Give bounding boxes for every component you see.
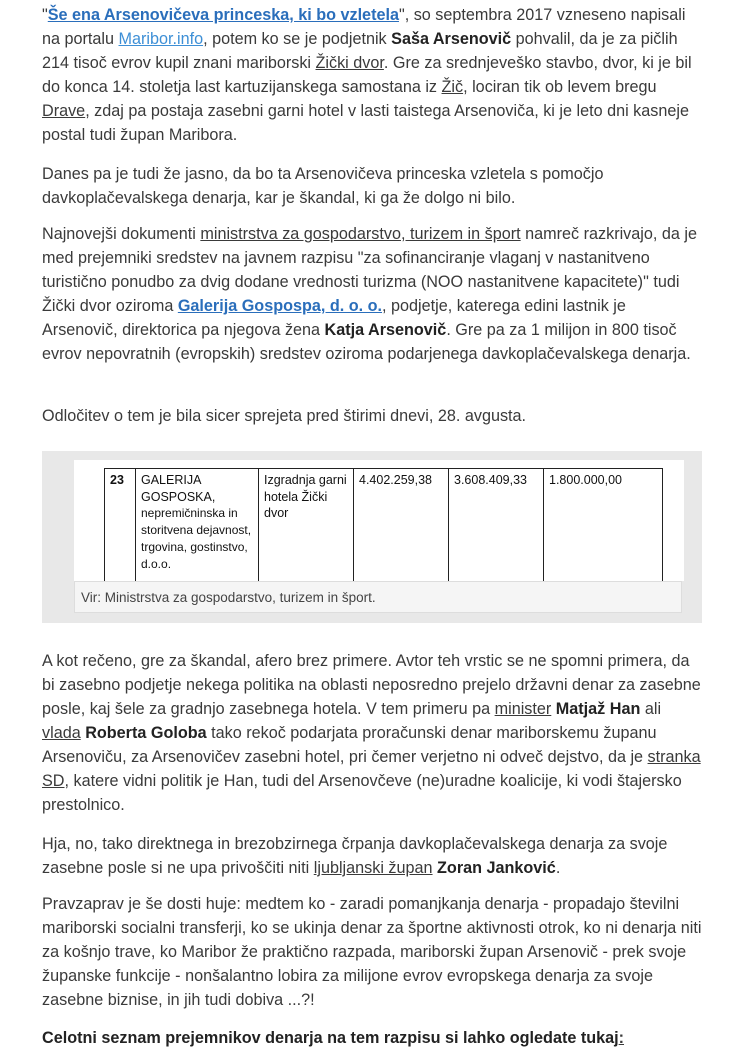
text: , potem ko se je podjetnik <box>203 30 392 48</box>
link-ministry[interactable]: ministrstva za gospodarstvo, turizem in šport <box>200 225 521 243</box>
paragraph-4: Odločitev o tem je bila sicer sprejeta pred štirimi dnevi, 28. avgusta. <box>42 407 527 425</box>
link-maribor-info[interactable]: Maribor.info <box>118 30 204 48</box>
name-katja-arsenovic: Katja Arsenovič <box>324 321 447 339</box>
paragraph-2: Danes pa je tudi že jasno, da bo ta Arsenovičeva princeska vzletela s pomočjo davkoplačevalskega denarja, kar je škandal, ki ga že dolgo ni bilo. <box>42 165 604 207</box>
text: Hja, no, tako direktnega in brezobzirnega črpanja davkoplačevalskega denarja za svoje zasebne posle si ne upa privoščiti niti <box>42 835 668 877</box>
paragraph-8 <box>42 1026 702 1050</box>
table-row <box>105 469 663 585</box>
link-stranka-sd[interactable]: stranka SD <box>42 748 701 790</box>
company-name: GALERIJA GOSPOSKA, <box>141 473 216 504</box>
text: ", so septembra 2017 vzneseno napisali na portalu <box>42 6 686 48</box>
list-note: Celotni seznam prejemnikov denarja na tem razpisu si lahko ogledate tukaj <box>42 1029 619 1047</box>
text: tako rekoč podarjata proračunski denar mariborskemu županu Arsenoviču, za Arsenovičev zasebni hotel, pri čemer verjetno ni odveč dejstvo, da je <box>42 724 657 766</box>
text: . Gre za srednjeveško stavbo, dvor, ki je bil do konca 14. stoletja last kartuzijanskega samostana iz <box>42 54 692 96</box>
paragraph-7: Pravzaprav je še dosti huje: medtem ko - zaradi pomanjkanja denarja - propadajo številni mariborski socialni transferji, ko se ukinja denar za športne aktivnosti otrok, ko ni denarja niti za košnjo trave, ko Maribor že praktično razpada, mariborski župan Arsenovič - prek svoje županske funkcije - nonšalantno lobira za milijone evrov evropskega denarja za svoje zasebne biznise, in jih tudi dobiva ...?! <box>42 895 702 1009</box>
text: , lociran tik ob levem bregu <box>463 78 657 96</box>
project-cell: Izgradnja garni hotela Žički dvor <box>259 469 354 585</box>
text: . Gre pa za 1 milijon in 800 tisoč evrov nepovratnih (evropskih) sredstev oziroma podarjenega davkoplačevalskega denarja. <box>42 321 691 363</box>
text: pohvalil, da je za pičlih 214 tisoč evrov kupil znani mariborski <box>42 30 678 72</box>
link-vlada[interactable]: vlada <box>42 724 81 742</box>
name-zoran-jankovic: Zoran Janković <box>437 859 556 877</box>
name-sasa-arsenovic: Saša Arsenovič <box>391 30 512 48</box>
text: . <box>555 859 561 877</box>
text: namreč razkrivajo, da je med prejemniki sredstev na javnem razpisu "za sofinanciranje vlaganj v nastanitveno turistično ponudbo za dvig dodane vrednosti turizma (NOO nastanitvene kapacitete)" tudi Žički dvor oziroma <box>42 225 697 315</box>
value-total: 4.402.259,38 <box>354 469 449 585</box>
grant-table <box>104 468 663 585</box>
text: A kot rečeno, gre za škandal, afero brez primere. Avtor teh vrstic se ne spomni primera, da bi zasebno podjetje nekega politika na oblasti neposredno prejelo državni denar za zasebne posle, kaj šele za gradnjo zasebnega hotela. V tem primeru pa <box>42 652 701 718</box>
text: ali <box>640 700 662 718</box>
link-ljubljanski-zupan[interactable]: ljubljanski župan <box>313 859 433 877</box>
document-figure <box>42 451 702 623</box>
value-grant: 1.800.000,00 <box>544 469 663 585</box>
figure-caption: Vir: Ministrstva za gospodarstvo, turizem in šport. <box>74 581 682 613</box>
link-drava[interactable]: Drave <box>42 102 86 120</box>
text: , katere vidni politik je Han, tudi del Arsenovčeve (ne)uradne koalicije, ki vodi štajersko prestolnico. <box>42 772 682 814</box>
document-scan <box>74 460 684 581</box>
company-description: nepremičninska in storitvena dejavnost, trgovina, gostinstvo, d.o.o. <box>141 506 252 571</box>
link-minister[interactable]: minister <box>494 700 552 718</box>
link-zicki-dvor[interactable]: Žički dvor <box>315 54 384 72</box>
text: Najnovejši dokumenti <box>42 225 201 243</box>
company-cell <box>136 469 259 585</box>
paragraph-3 <box>42 222 702 366</box>
link-galerija-gosposka[interactable]: Galerija Gospospa, d. o. o. <box>177 297 383 315</box>
paragraph-6 <box>42 832 702 880</box>
link-zic[interactable]: Žič <box>441 78 464 96</box>
row-number: 23 <box>105 469 136 585</box>
link-full-list[interactable]: : <box>618 1029 625 1047</box>
paragraph-1: "Še ena Arsenovičeva princeska, ki bo vzletela", so septembra 2017 vzneseno napisali na portalu Maribor.info, potem ko se je podjetnik Saša Arsenovič pohvalil, da je za pičlih 214 tisoč evrov kupil znani mariborski Žički dvor. Gre za srednjeveško stavbo, dvor, ki je bil do konca 14. stoletja last kartuzijanskega samostana iz Žič, lociran tik ob levem bregu Drave, zdaj pa postaja zasebni garni hotel v lasti taistega Arsenoviča, ki je leto dni kasneje postal tudi župan Maribora. <box>42 6 692 144</box>
paragraph-5 <box>42 649 702 817</box>
name-robert-golob: Roberta Goloba <box>85 724 207 742</box>
text: , podjetje, katerega edini lastnik je Arsenovič, direktorica pa njegova žena <box>42 297 626 339</box>
link-article-title[interactable]: Še ena Arsenovičeva princeska, ki bo vzletela <box>47 6 399 24</box>
text: , zdaj pa postaja zasebni garni hotel v lasti taistega Arsenoviča, ki je leto dni kasneje postal tudi župan Maribora. <box>42 102 689 144</box>
name-matjaz-han: Matjaž Han <box>555 700 641 718</box>
value-eligible: 3.608.409,33 <box>449 469 544 585</box>
